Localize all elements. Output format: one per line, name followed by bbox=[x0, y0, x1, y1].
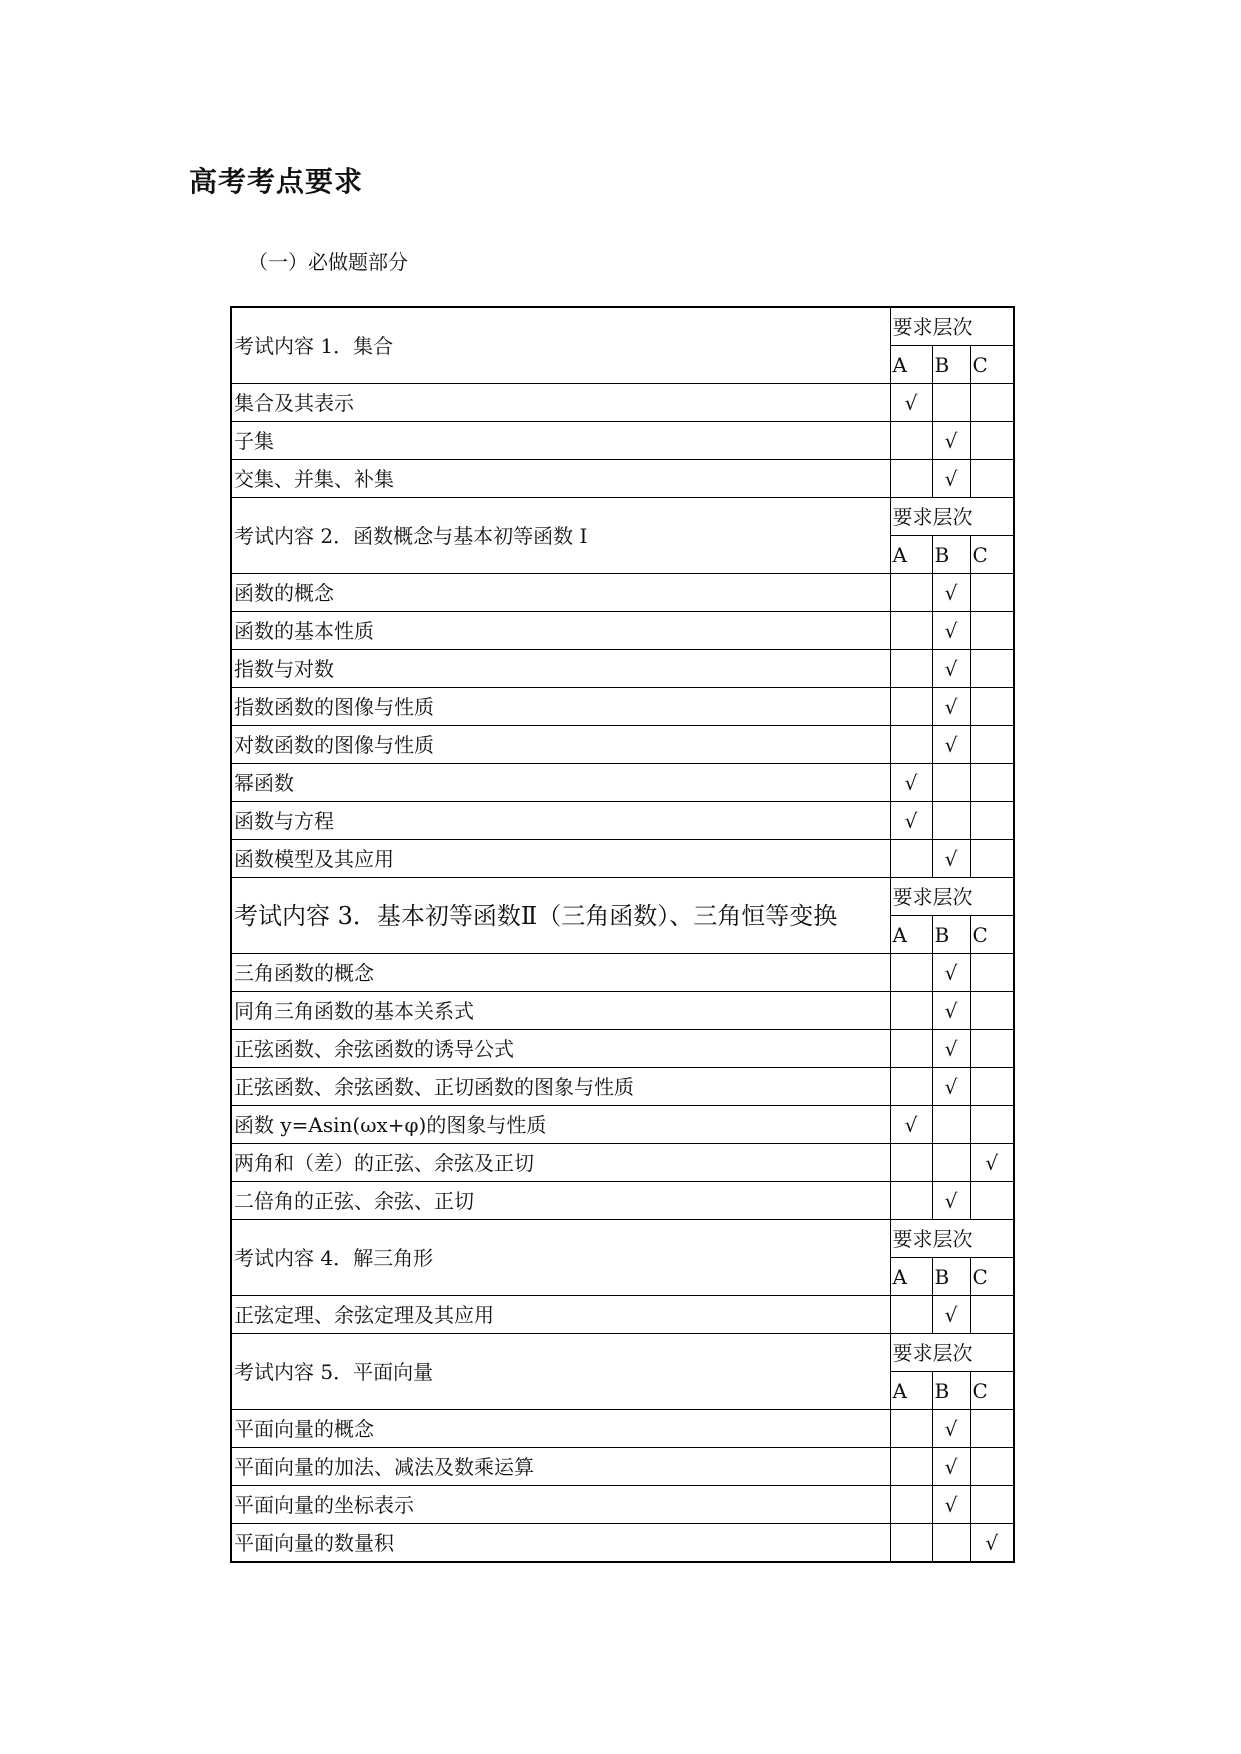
level-label-c: C bbox=[970, 1258, 1014, 1296]
check-cell-c bbox=[970, 1068, 1014, 1106]
check-cell-c bbox=[970, 612, 1014, 650]
check-mark-icon: √ bbox=[944, 618, 958, 643]
topic-name: 函数 y=Asin(ωx+φ)的图象与性质 bbox=[231, 1106, 890, 1144]
check-mark-icon: √ bbox=[904, 808, 918, 833]
level-label-c: C bbox=[970, 346, 1014, 384]
check-cell-b bbox=[932, 802, 970, 840]
check-cell-b bbox=[932, 1068, 970, 1106]
section-header-row bbox=[231, 1220, 1014, 1258]
check-mark-icon: √ bbox=[944, 846, 958, 871]
check-mark-icon: √ bbox=[944, 694, 958, 719]
check-cell-a bbox=[890, 840, 932, 878]
check-cell-a bbox=[890, 650, 932, 688]
check-mark-icon: √ bbox=[944, 466, 958, 491]
check-cell-b bbox=[932, 1030, 970, 1068]
requirement-level-header: 要求层次 bbox=[890, 1220, 1014, 1258]
requirement-level-header: 要求层次 bbox=[890, 307, 1014, 346]
table-row bbox=[231, 1106, 1014, 1144]
topic-name: 对数函数的图像与性质 bbox=[231, 726, 890, 764]
level-label-c: C bbox=[970, 536, 1014, 574]
check-mark-icon: √ bbox=[944, 732, 958, 757]
level-label-b: B bbox=[932, 536, 970, 574]
check-cell-b bbox=[932, 954, 970, 992]
topic-name: 函数的基本性质 bbox=[231, 612, 890, 650]
topic-name: 幂函数 bbox=[231, 764, 890, 802]
check-cell-c bbox=[970, 1448, 1014, 1486]
check-cell-c bbox=[970, 1144, 1014, 1182]
check-cell-a bbox=[890, 688, 932, 726]
check-mark-icon: √ bbox=[944, 998, 958, 1023]
check-cell-b bbox=[932, 384, 970, 422]
table-row bbox=[231, 1296, 1014, 1334]
check-cell-c bbox=[970, 1410, 1014, 1448]
check-cell-a bbox=[890, 574, 932, 612]
check-cell-b bbox=[932, 764, 970, 802]
check-cell-b bbox=[932, 1524, 970, 1563]
table-row bbox=[231, 422, 1014, 460]
section-header-row bbox=[231, 498, 1014, 536]
table-row bbox=[231, 802, 1014, 840]
check-cell-c bbox=[970, 688, 1014, 726]
topic-name: 指数与对数 bbox=[231, 650, 890, 688]
check-cell-c bbox=[970, 726, 1014, 764]
topic-name: 子集 bbox=[231, 422, 890, 460]
check-cell-a bbox=[890, 1106, 932, 1144]
level-label-b: B bbox=[932, 916, 970, 954]
check-cell-b bbox=[932, 1182, 970, 1220]
table-row bbox=[231, 574, 1014, 612]
check-cell-b bbox=[932, 650, 970, 688]
level-label-b: B bbox=[932, 1258, 970, 1296]
section-title-cell: 考试内容 5．平面向量 bbox=[231, 1334, 890, 1410]
check-cell-a bbox=[890, 422, 932, 460]
check-cell-a bbox=[890, 954, 932, 992]
level-label-a: A bbox=[890, 1258, 932, 1296]
table-row bbox=[231, 1030, 1014, 1068]
exam-requirements-table bbox=[230, 306, 1015, 1563]
table-row bbox=[231, 1448, 1014, 1486]
check-mark-icon: √ bbox=[944, 1074, 958, 1099]
topic-name: 函数的概念 bbox=[231, 574, 890, 612]
check-cell-a bbox=[890, 612, 932, 650]
table-row bbox=[231, 764, 1014, 802]
check-cell-b bbox=[932, 1410, 970, 1448]
check-cell-c bbox=[970, 1182, 1014, 1220]
check-mark-icon: √ bbox=[944, 428, 958, 453]
section-title: （一）必做题部分 bbox=[248, 250, 408, 274]
check-cell-b bbox=[932, 460, 970, 498]
check-cell-c bbox=[970, 992, 1014, 1030]
topic-name: 平面向量的加法、减法及数乘运算 bbox=[231, 1448, 890, 1486]
topic-name: 平面向量的概念 bbox=[231, 1410, 890, 1448]
section-header-row bbox=[231, 307, 1014, 346]
topic-name: 二倍角的正弦、余弦、正切 bbox=[231, 1182, 890, 1220]
check-cell-b bbox=[932, 1144, 970, 1182]
level-label-b: B bbox=[932, 346, 970, 384]
table-row bbox=[231, 612, 1014, 650]
check-cell-b bbox=[932, 1448, 970, 1486]
topic-name: 正弦定理、余弦定理及其应用 bbox=[231, 1296, 890, 1334]
check-cell-b bbox=[932, 422, 970, 460]
section-title-cell: 考试内容 4．解三角形 bbox=[231, 1220, 890, 1296]
check-cell-c bbox=[970, 1486, 1014, 1524]
check-cell-c bbox=[970, 1524, 1014, 1563]
check-cell-c bbox=[970, 802, 1014, 840]
table-row bbox=[231, 650, 1014, 688]
level-label-a: A bbox=[890, 916, 932, 954]
check-cell-a bbox=[890, 1030, 932, 1068]
check-mark-icon: √ bbox=[944, 1454, 958, 1479]
check-cell-c bbox=[970, 764, 1014, 802]
check-cell-b bbox=[932, 1106, 970, 1144]
check-cell-c bbox=[970, 422, 1014, 460]
check-cell-b bbox=[932, 1296, 970, 1334]
check-mark-icon: √ bbox=[944, 1036, 958, 1061]
section-header-row bbox=[231, 878, 1014, 916]
requirement-level-header: 要求层次 bbox=[890, 878, 1014, 916]
check-mark-icon: √ bbox=[985, 1530, 999, 1555]
check-cell-c bbox=[970, 384, 1014, 422]
check-mark-icon: √ bbox=[944, 1416, 958, 1441]
check-mark-icon: √ bbox=[904, 770, 918, 795]
section-title-cell: 考试内容 3．基本初等函数Ⅱ（三角函数）、三角恒等变换 bbox=[231, 878, 890, 954]
table-row bbox=[231, 992, 1014, 1030]
level-label-c: C bbox=[970, 1372, 1014, 1410]
check-cell-a bbox=[890, 1182, 932, 1220]
check-mark-icon: √ bbox=[944, 580, 958, 605]
check-cell-a bbox=[890, 384, 932, 422]
topic-name: 平面向量的数量积 bbox=[231, 1524, 890, 1563]
check-cell-b bbox=[932, 574, 970, 612]
check-cell-b bbox=[932, 992, 970, 1030]
check-cell-b bbox=[932, 840, 970, 878]
check-cell-c bbox=[970, 1030, 1014, 1068]
check-cell-c bbox=[970, 650, 1014, 688]
check-cell-a bbox=[890, 1486, 932, 1524]
topic-name: 同角三角函数的基本关系式 bbox=[231, 992, 890, 1030]
check-cell-a bbox=[890, 726, 932, 764]
section-title-cell: 考试内容 2．函数概念与基本初等函数 I bbox=[231, 498, 890, 574]
table-row bbox=[231, 688, 1014, 726]
topic-name: 函数模型及其应用 bbox=[231, 840, 890, 878]
table-row bbox=[231, 840, 1014, 878]
requirement-level-header: 要求层次 bbox=[890, 498, 1014, 536]
check-mark-icon: √ bbox=[944, 960, 958, 985]
table-row bbox=[231, 726, 1014, 764]
check-cell-c bbox=[970, 574, 1014, 612]
topic-name: 平面向量的坐标表示 bbox=[231, 1486, 890, 1524]
topic-name: 交集、并集、补集 bbox=[231, 460, 890, 498]
check-cell-c bbox=[970, 954, 1014, 992]
level-label-c: C bbox=[970, 916, 1014, 954]
check-cell-a bbox=[890, 802, 932, 840]
table-row bbox=[231, 1144, 1014, 1182]
check-mark-icon: √ bbox=[985, 1150, 999, 1175]
exam-table-body bbox=[231, 307, 1014, 1562]
table-row bbox=[231, 1068, 1014, 1106]
check-cell-c bbox=[970, 840, 1014, 878]
check-mark-icon: √ bbox=[904, 390, 918, 415]
table-row bbox=[231, 460, 1014, 498]
check-cell-a bbox=[890, 764, 932, 802]
table-row bbox=[231, 1410, 1014, 1448]
table-row bbox=[231, 384, 1014, 422]
topic-name: 两角和（差）的正弦、余弦及正切 bbox=[231, 1144, 890, 1182]
check-cell-a bbox=[890, 1448, 932, 1486]
topic-name: 指数函数的图像与性质 bbox=[231, 688, 890, 726]
check-cell-b bbox=[932, 688, 970, 726]
table-row bbox=[231, 1182, 1014, 1220]
check-mark-icon: √ bbox=[944, 1492, 958, 1517]
check-cell-b bbox=[932, 1486, 970, 1524]
topic-name: 集合及其表示 bbox=[231, 384, 890, 422]
check-cell-a bbox=[890, 992, 932, 1030]
section-title-cell: 考试内容 1．集合 bbox=[231, 307, 890, 384]
check-mark-icon: √ bbox=[944, 1188, 958, 1213]
check-cell-b bbox=[932, 612, 970, 650]
check-cell-a bbox=[890, 1068, 932, 1106]
check-cell-a bbox=[890, 1524, 932, 1563]
level-label-a: A bbox=[890, 1372, 932, 1410]
topic-name: 三角函数的概念 bbox=[231, 954, 890, 992]
level-label-a: A bbox=[890, 536, 932, 574]
level-label-a: A bbox=[890, 346, 932, 384]
check-cell-c bbox=[970, 1296, 1014, 1334]
table-row bbox=[231, 954, 1014, 992]
table-row bbox=[231, 1524, 1014, 1563]
page-title: 高考考点要求 bbox=[189, 165, 364, 198]
check-cell-a bbox=[890, 1410, 932, 1448]
topic-name: 正弦函数、余弦函数、正切函数的图象与性质 bbox=[231, 1068, 890, 1106]
requirement-level-header: 要求层次 bbox=[890, 1334, 1014, 1372]
check-mark-icon: √ bbox=[944, 1302, 958, 1327]
table-row bbox=[231, 1486, 1014, 1524]
topic-name: 正弦函数、余弦函数的诱导公式 bbox=[231, 1030, 890, 1068]
check-cell-c bbox=[970, 460, 1014, 498]
topic-name: 函数与方程 bbox=[231, 802, 890, 840]
check-cell-a bbox=[890, 460, 932, 498]
section-header-row bbox=[231, 1334, 1014, 1372]
check-mark-icon: √ bbox=[944, 656, 958, 681]
check-cell-a bbox=[890, 1144, 932, 1182]
check-cell-c bbox=[970, 1106, 1014, 1144]
check-mark-icon: √ bbox=[904, 1112, 918, 1137]
check-cell-a bbox=[890, 1296, 932, 1334]
level-label-b: B bbox=[932, 1372, 970, 1410]
check-cell-b bbox=[932, 726, 970, 764]
